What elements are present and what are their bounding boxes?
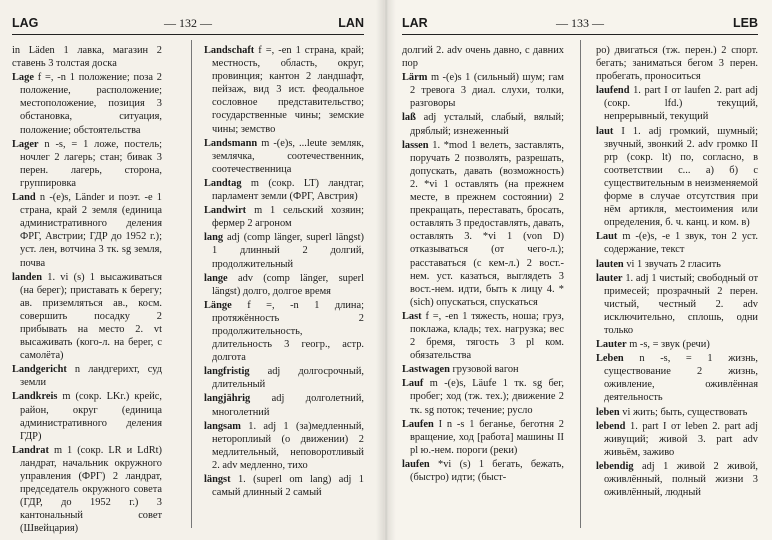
entry-headword: laß — [402, 112, 416, 124]
entry-definition: 1. adj 1 (за)медленный, нетороплиый (о движении) 2 медлительный, неповоротливый 2. adv медленно, тихо — [212, 420, 364, 471]
entry-headword: lebendig — [596, 460, 634, 472]
entry-headword: langsam — [204, 420, 241, 432]
entry-definition: m -s, = звук (речи) — [629, 339, 710, 351]
entry-headword: Lauter — [596, 339, 627, 351]
entry-headword: lebend — [596, 420, 626, 432]
dictionary-entry — [12, 271, 162, 363]
entry-definition: 1. (superl om lang) adj 1 самый длинный 2 самый — [212, 474, 364, 499]
dictionary-entry — [402, 363, 564, 376]
dictionary-entry — [204, 420, 364, 472]
dictionary-entry — [402, 71, 564, 110]
entry-definition: m -(e)s, Läufe 1 тк. sg бег, пробег; ход (тж. тех.); движение 2 тк. sg поток; течение; русло — [410, 378, 564, 416]
dictionary-entry — [596, 258, 758, 271]
entry-definition: adv (comp länger, superl längst) долго, долгое время — [212, 272, 364, 297]
dictionary-entry — [596, 352, 758, 404]
dictionary-entry — [596, 44, 758, 83]
entry-definition: n ландгерихт, суд земли — [20, 364, 162, 389]
entry-headword: Landgericht — [12, 364, 67, 376]
entry-headword: lassen — [402, 139, 429, 151]
entry-definition: I 1. adj громкий, шумный; звучный, звонкий 2. adv громко II prp (сокр. lt) по, согласно, в соответствии с... а) б) с существительным в неизменяемой форме в случае отсутствия при нём артикля, местоимения или определения, б. ч. канц. и ком. в) — [604, 125, 758, 229]
dictionary-entry — [12, 444, 162, 536]
last-guide-word: LEB — [733, 16, 758, 30]
entry-definition: f =, -en 1 страна, край; местность, область, округ, провинция; кантон 2 ландшафт, пейзаж, вид 3 ист. феодальное сословное представительство; государственные чины; земские чины; земство — [212, 45, 364, 135]
entry-headword: Landrat — [12, 444, 49, 456]
entry-headword: Laut — [596, 231, 618, 243]
entry-definition: грузовой вагон — [452, 364, 519, 376]
last-guide-word: LAN — [338, 16, 364, 30]
entry-definition: m (сокр. LKr.) крейс, район, округ (единица административного деления ГДР) — [20, 391, 162, 442]
dictionary-entry — [596, 338, 758, 351]
dictionary-entry — [402, 418, 564, 457]
entry-definition: adj (comp länger, superl längst) 1 длинный 2 долгий, продолжительный — [212, 232, 364, 270]
dictionary-column — [204, 44, 364, 528]
dictionary-entry — [402, 44, 564, 70]
entry-definition: 1. *mod 1 велеть, заставлять, поручать 2 позволять, разрешать, допускать, давать (возможность) 2. *vi 1 оставлять (на прежнем месте, в прежнем состоянии) 2 прекращать, переставать, бросать, оставлять 3 предоставлять, давать, оставлять 3. *vi 1 (von D) отказываться (от чего-л.); расставаться (с кем-л.) 2 вост.-нем. уст. казаться, выглядеть 3 вост.-нем. идти, быть к лицу 4. * (sich) опускаться, спускаться — [410, 139, 564, 308]
column-divider — [191, 40, 192, 528]
dictionary-entry — [596, 125, 758, 230]
dictionary-entry — [402, 139, 564, 309]
book-gutter-shadow — [376, 0, 396, 540]
entry-definition: 1. vi (s) 1 высаживаться (на берег); приставать к берегу; ав. приземляться ав., косм. совершить посадку 2 прибывать на место 2. vt высаживать (кого-л. на берег, с самолёта) — [20, 271, 162, 362]
entry-headword: Laufen — [402, 418, 434, 430]
dictionary-entry — [204, 365, 364, 391]
entry-headword: Länge — [204, 299, 232, 311]
dictionary-column — [402, 44, 564, 528]
entry-definition: m -(e)s, ...leute земляк, землячка, соотечественник, соотечественница — [212, 137, 364, 175]
page-header — [402, 12, 758, 32]
entry-definition: 1. part I от leben 2. part adj живущий; живой 3. part adv живьём, заживо — [604, 420, 758, 458]
entry-headword: Last — [402, 310, 422, 322]
entry-definition: adj 1 живой 2 живой, оживлённый, полный жизни 3 оживлённый, людный — [604, 460, 759, 499]
dictionary-entry — [402, 310, 564, 362]
entry-headword: Lärm — [402, 72, 428, 84]
dictionary-entry — [204, 44, 364, 136]
entry-headword: lang — [204, 232, 224, 244]
dictionary-entry — [12, 138, 162, 190]
entry-headword: laufend — [596, 85, 630, 97]
entry-definition: f =, -en 1 тяжесть, ноша; груз, поклажа, кладь; тех. нагрузка; вес 2 бремя, тягость 3 pl ком. обязательства — [410, 310, 564, 362]
dictionary-entry — [204, 473, 364, 499]
right-page — [384, 0, 772, 540]
dictionary-entry — [596, 406, 758, 419]
first-guide-word: LAG — [12, 16, 39, 30]
entry-definition: vi 1 звучать 2 гласить — [626, 258, 721, 270]
dictionary-entry — [596, 460, 758, 499]
entry-definition: 1. part I от laufen 2. part adj (сокр. lfd.) текущий, непрерывный, текущий — [604, 85, 758, 123]
entry-definition: n -(e)s, Länder и поэт. -e 1 страна, край 2 земля (единица административного деления ФРГ, Австрии; ГДР до 1952 г.); уст. лен, вотчина 3 тк. sg земля, почва — [20, 192, 162, 269]
dictionary-entry — [12, 44, 162, 70]
entry-headword: längst — [204, 474, 231, 485]
entry-definition: f =, -n 1 положение; поза 2 положение, расположение; местоположение, позиция 3 обстановка, ситуация, положение; обстоятельства — [20, 72, 162, 136]
entry-definition: m 1 (сокр. LR и LdRt) ландрат, начальник окружного управления (ФРГ) 2 ландрат, председатель окружного совета (ГДР, до 1952 г.) 3 кантональный совет (Швейцария) — [20, 444, 162, 535]
entry-definition: n -s, = 1 жизнь, существование 2 жизнь, оживление, оживлённая деятельность — [604, 353, 758, 404]
dictionary-entry — [204, 231, 364, 270]
dictionary-entry — [402, 111, 564, 137]
entry-definition: ро) двигаться (тж. перен.) 2 спорт. бегать; заниматься бегом 3 перен. пробегать, проноситься — [596, 45, 758, 83]
entry-headword: Lauf — [402, 378, 424, 390]
page-number: — 132 — — [164, 16, 212, 30]
dictionary-entry — [596, 84, 758, 123]
entry-headword: lange — [204, 272, 228, 284]
entry-definition: m -(e)s 1 (сильный) шум; гам 2 тревога 3 диал. слухи, толки, разговоры — [410, 72, 564, 110]
entry-definition: in Läden 1 лавка, магазин 2 ставень 3 толстая доска — [12, 45, 162, 70]
header-rule — [12, 34, 364, 35]
entry-definition: долгий 2. adv очень давно, с давних пор — [402, 45, 564, 70]
entry-headword: Lastwagen — [402, 364, 450, 376]
entry-definition: adj усталый, слабый, вялый; дряблый; изнеженный — [410, 112, 564, 137]
entry-definition: m (сокр. LT) ландтаг, парламент земли (ФРГ, Австрия) — [212, 177, 364, 203]
entry-headword: Landsmann — [204, 137, 258, 149]
header-rule — [402, 34, 758, 35]
dictionary-entry — [204, 137, 364, 176]
dictionary-entry — [596, 272, 758, 337]
entry-headword: Lager — [12, 138, 39, 150]
entry-headword: langjährig — [204, 393, 251, 405]
entry-headword: landen — [12, 271, 43, 283]
entry-headword: lauten — [596, 258, 624, 270]
dictionary-entry — [596, 230, 758, 256]
dictionary-entry — [12, 390, 162, 442]
entry-definition: m -(e)s, -e 1 звук, тон 2 уст. содержание, текст — [604, 231, 758, 256]
entry-headword: Lage — [12, 72, 34, 84]
dictionary-entry — [204, 177, 364, 203]
dictionary-entry — [204, 299, 364, 364]
dictionary-entry — [204, 204, 364, 230]
entry-headword: leben — [596, 406, 620, 418]
dictionary-entry — [204, 272, 364, 298]
dictionary-entry — [402, 458, 564, 484]
entry-headword: lauter — [596, 272, 623, 284]
page-number: — 133 — — [556, 16, 604, 30]
entry-definition: adj долгосрочный, длительный — [212, 366, 364, 391]
entry-definition: m 1 сельский хозяин; фермер 2 агроном — [212, 205, 364, 230]
entry-headword: laut — [596, 125, 614, 137]
entry-headword: Land — [12, 192, 36, 204]
column-divider — [580, 40, 581, 528]
entry-definition: adj долголетний, многолетний — [212, 393, 364, 418]
entry-headword: Landwirt — [204, 205, 247, 217]
dictionary-column — [12, 44, 162, 535]
entry-definition: *vi (s) 1 бегать, бежать, (быстро) идти; (быст- — [410, 458, 564, 483]
dictionary-entry — [204, 392, 364, 418]
dictionary-entry — [12, 71, 162, 136]
entry-headword: Leben — [596, 353, 624, 365]
entry-headword: langfristig — [204, 366, 250, 378]
entry-definition: 1. adj 1 чистый; свободный от примесей; прозрачный 2 перен. чистый, честный 2. adv исключительно, сплошь, одни только — [604, 272, 758, 336]
dictionary-entry — [12, 191, 162, 270]
entry-headword: Landkreis — [12, 391, 58, 403]
page-header — [12, 12, 364, 32]
entry-definition: vi жить; быть, существовать — [622, 406, 748, 418]
dictionary-column — [596, 44, 758, 528]
entry-headword: laufen — [402, 458, 430, 470]
entry-headword: Landschaft — [204, 45, 255, 56]
entry-definition: I n -s 1 беганье, беготня 2 вращение, ход [работа] машины II pl ю.-нем. пороги (реки) — [410, 418, 564, 456]
entry-definition: f =, -n 1 длина; протяжённость 2 продолжительность, длительность 3 геогр., астр. долгота — [212, 299, 364, 364]
first-guide-word: LAR — [402, 16, 428, 30]
entry-headword: Landtag — [204, 177, 242, 189]
entry-definition: n -s, = 1 ложе, постель; ночлег 2 лагерь; стан; бивак 3 перен. лагерь, сторона, группировка — [20, 138, 162, 189]
left-page — [0, 0, 384, 540]
dictionary-entry — [596, 420, 758, 459]
dictionary-entry — [12, 363, 162, 389]
dictionary-entry — [402, 377, 564, 416]
